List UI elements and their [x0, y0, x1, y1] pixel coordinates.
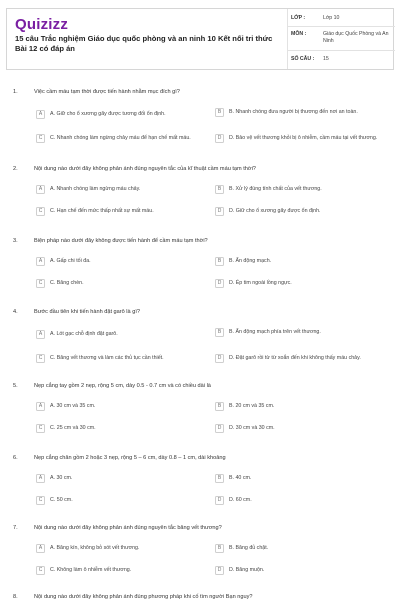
option-letter-box: D	[215, 207, 224, 216]
option-text: C. 25 cm và 30 cm.	[50, 425, 96, 431]
option-letter-box: A	[36, 330, 45, 339]
question-text: Nội dung nào dưới đây không phản ánh đúng nguyên tắc băng vết thương?	[34, 525, 222, 531]
question-number: 1.	[13, 89, 18, 95]
question-text: Nẹp cẳng tay gồm 2 nẹp, rộng 5 cm, dày 0.5 - 0.7 cm và có chiều dài là	[34, 383, 211, 389]
question-number: 7.	[13, 525, 18, 531]
option-text: C. Không làm ô nhiễm vết thương.	[50, 567, 132, 573]
option-text: A. Nhanh chóng làm ngừng máu chảy.	[50, 186, 141, 192]
option-letter-box: B	[215, 402, 224, 411]
option-text: C. Hạn chế đến mức thấp nhất sự mất máu.	[50, 208, 154, 214]
option-letter-box: B	[215, 544, 224, 553]
option-text: A. Lót gạc chỗ định đặt garô.	[50, 331, 118, 337]
grade-value: Lớp 10	[323, 15, 340, 21]
question-text: Việc cầm máu tạm thời được tiến hành nhằm mục đích gì?	[34, 89, 180, 95]
option-text: A. Gấp chi tối đa.	[50, 258, 91, 264]
worksheet-title: 15 câu Trắc nghiệm Giáo dục quốc phòng và an ninh 10 Kết nối tri thức Bài 12 có đáp án	[15, 34, 273, 53]
option-text: B. 40 cm.	[229, 475, 252, 481]
option-letter-box: C	[36, 566, 45, 575]
option-letter-box: D	[215, 134, 224, 143]
option-letter-box: C	[36, 496, 45, 505]
option-letter-box: A	[36, 544, 45, 553]
worksheet-header	[6, 8, 394, 70]
option-text: C. 50 cm.	[50, 497, 73, 503]
option-letter-box: D	[215, 424, 224, 433]
count-label: SỐ CÂU :	[291, 56, 315, 62]
subject-label: MÔN :	[291, 31, 307, 37]
meta-row-subject	[288, 27, 395, 51]
question-number: 2.	[13, 166, 18, 172]
question-number: 5.	[13, 383, 18, 389]
option-letter-box: D	[215, 566, 224, 575]
option-text: D. Giữ cho ổ xương gãy được ổn định.	[229, 208, 321, 214]
option-text: A. Băng kín, không bỏ sót vết thương.	[50, 545, 140, 551]
question-number: 8.	[13, 594, 18, 600]
option-text: B. Ấn động mạch phía trên vết thương.	[229, 329, 321, 335]
option-text: C. Băng chèn.	[50, 280, 84, 286]
option-text: B. Nhanh chóng đưa người bị thương đến nơi an toàn.	[229, 109, 358, 115]
option-letter-box: A	[36, 474, 45, 483]
option-letter-box: A	[36, 110, 45, 119]
option-text: A. 30 cm và 35 cm.	[50, 403, 96, 409]
option-letter-box: B	[215, 185, 224, 194]
option-text: C. Nhanh chóng làm ngừng chảy máu để hạn chế mất máu.	[50, 135, 191, 141]
option-letter-box: A	[36, 257, 45, 266]
option-letter-box: B	[215, 328, 224, 337]
option-letter-box: C	[36, 279, 45, 288]
question-number: 4.	[13, 309, 18, 315]
option-text: B. 20 cm và 35 cm.	[229, 403, 275, 409]
question-text: Biện pháp nào dưới đây không được tiến hành để cầm máu tạm thời?	[34, 238, 208, 244]
subject-value: Giáo dục Quốc Phòng và An Ninh	[323, 31, 389, 44]
meta-panel	[287, 9, 394, 69]
option-text: A. Giữ cho ổ xương gãy được tương đối ổn định.	[50, 111, 166, 117]
count-value: 15	[323, 56, 329, 62]
option-letter-box: C	[36, 134, 45, 143]
meta-row-grade	[288, 9, 395, 27]
option-letter-box: D	[215, 279, 224, 288]
question-text: Nội dung nào dưới đây không phản ánh đúng phương pháp khi cố tìm người Bạn nguy?	[34, 594, 253, 600]
option-text: A. 30 cm.	[50, 475, 73, 481]
option-text: D. 60 cm.	[229, 497, 252, 503]
option-letter-box: B	[215, 257, 224, 266]
question-text: Bước đầu tiên khi tiến hành đặt garô là gì?	[34, 309, 140, 315]
question-number: 3.	[13, 238, 18, 244]
option-text: C. Băng vết thương và làm các thủ tục cần thiết.	[50, 355, 164, 361]
option-letter-box: A	[36, 402, 45, 411]
grade-label: LỚP :	[291, 15, 306, 21]
option-letter-box: A	[36, 185, 45, 194]
option-text: D. Bảo vệ vết thương khỏi bị ô nhiễm, cầm máu tại vết thương.	[229, 135, 378, 141]
option-text: D. Ép tim ngoài lồng ngực.	[229, 280, 292, 286]
option-letter-box: C	[36, 424, 45, 433]
option-letter-box: B	[215, 474, 224, 483]
option-letter-box: C	[36, 207, 45, 216]
option-text: D. 30 cm và 30 cm.	[229, 425, 275, 431]
option-text: B. Xử lý đúng tính chất của vết thương.	[229, 186, 322, 192]
question-text: Nội dung nào dưới đây không phản ánh đúng nguyên tắc của kĩ thuật cầm máu tạm thời?	[34, 166, 256, 172]
option-letter-box: B	[215, 108, 224, 117]
option-letter-box: D	[215, 496, 224, 505]
question-text: Nẹp cẳng chân gồm 2 hoặc 3 nẹp, rộng 5 – 6 cm, dày 0.8 – 1 cm, dài khoảng	[34, 455, 226, 461]
option-text: B. Ấn động mạch.	[229, 258, 272, 264]
option-text: B. Băng đủ chặt.	[229, 545, 269, 551]
option-text: D. Băng muộn.	[229, 567, 265, 573]
meta-row-count	[288, 51, 395, 69]
option-letter-box: C	[36, 354, 45, 363]
question-number: 6.	[13, 455, 18, 461]
option-text: D. Đặt garô rồi từ từ xoắn đến khi không thấy máu chảy.	[229, 355, 361, 361]
option-letter-box: D	[215, 354, 224, 363]
quizizz-logo: Quizizz	[15, 16, 69, 33]
